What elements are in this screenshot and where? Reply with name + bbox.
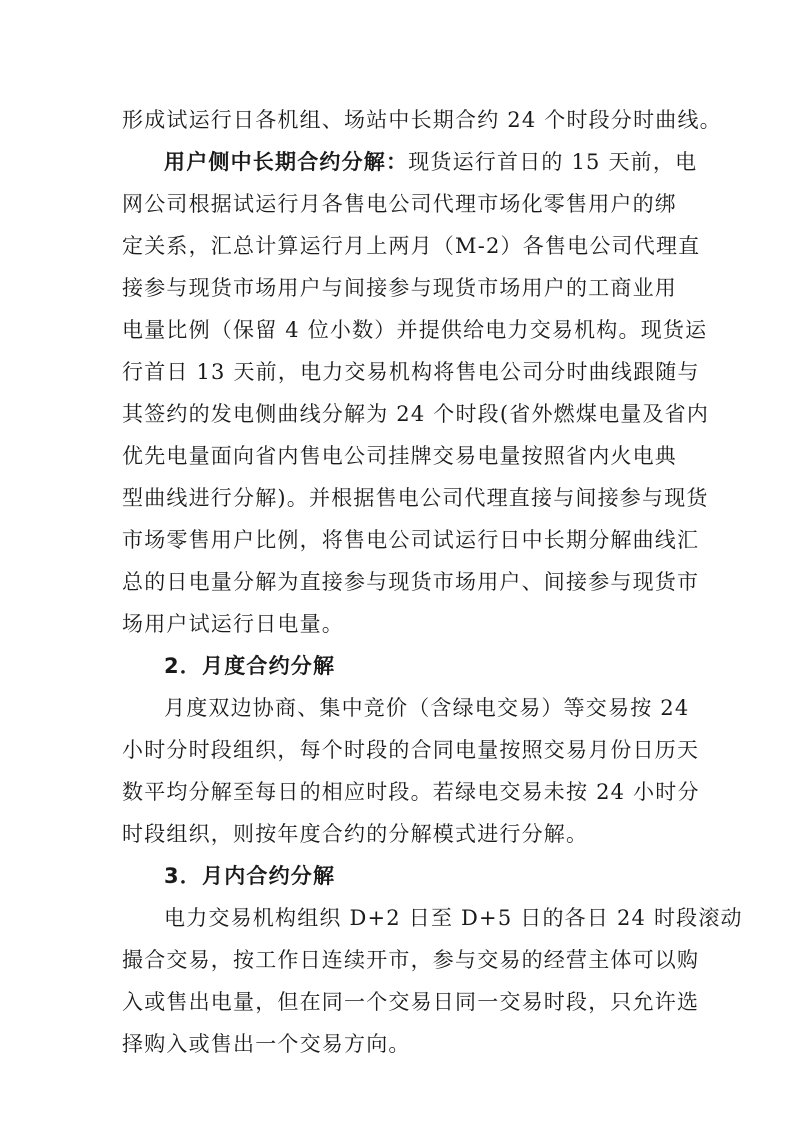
paragraph-line: 小时分时段组织，每个时段的合同电量按照交易月份日历天 — [122, 738, 700, 762]
paragraph-lead-heading: 用户侧中长期合约分解： — [164, 150, 409, 174]
paragraph-line: 定关系，汇总计算运行月上两月（M-2）各售电公司代理直 — [122, 234, 701, 258]
paragraph-line: 总的日电量分解为直接参与现货市场用户、间接参与现货市 — [122, 570, 700, 594]
paragraph-line: 型曲线进行分解)。并根据售电公司代理直接与间接参与现货 — [122, 486, 709, 510]
paragraph-line: 场用户试运行日电量。 — [122, 612, 344, 636]
paragraph-line — [164, 141, 698, 183]
paragraph-line: 接参与现货市场用户与间接参与现货市场用户的工商业用 — [122, 276, 677, 300]
paragraph-line: 时段组织，则按年度合约的分解模式进行分解。 — [122, 822, 589, 846]
paragraph-line: 行首日 13 天前，电力交易机构将售电公司分时曲线跟随与 — [122, 360, 700, 384]
paragraph-line: 入或售出电量，但在同一个交易日同一交易时段，只允许选 — [122, 990, 700, 1014]
paragraph-line: 形成试运行日各机组、场站中长期合约 24 个时段分时曲线。 — [122, 108, 722, 132]
section-heading: 3．月内合约分解 — [164, 864, 336, 888]
paragraph-line: 优先电量面向省内售电公司挂牌交易电量按照省内火电典 — [122, 444, 677, 468]
section-heading: 2．月度合约分解 — [164, 654, 336, 678]
paragraph-line: 数平均分解至每日的相应时段。若绿电交易未按 24 小时分 — [122, 780, 700, 804]
paragraph-line: 电量比例（保留 4 位小数）并提供给电力交易机构。现货运 — [122, 318, 708, 342]
paragraph-line: 市场零售用户比例，将售电公司试运行日中长期分解曲线汇 — [122, 528, 700, 552]
paragraph-line: 网公司根据试运行月各售电公司代理市场化零售用户的绑 — [122, 192, 677, 216]
paragraph-line: 其签约的发电侧曲线分解为 24 个时段(省外燃煤电量及省内 — [122, 402, 710, 426]
paragraph-line: 择购入或售出一个交易方向。 — [122, 1032, 411, 1056]
paragraph-line: 撮合交易，按工作日连续开市，参与交易的经营主体可以购 — [122, 948, 700, 972]
paragraph-line: 电力交易机构组织 D+2 日至 D+5 日的各日 24 时段滚动 — [164, 906, 743, 930]
paragraph-text: 现货运行首日的 15 天前，电 — [408, 150, 698, 174]
paragraph-line: 月度双边协商、集中竞价（含绿电交易）等交易按 24 — [164, 696, 690, 720]
